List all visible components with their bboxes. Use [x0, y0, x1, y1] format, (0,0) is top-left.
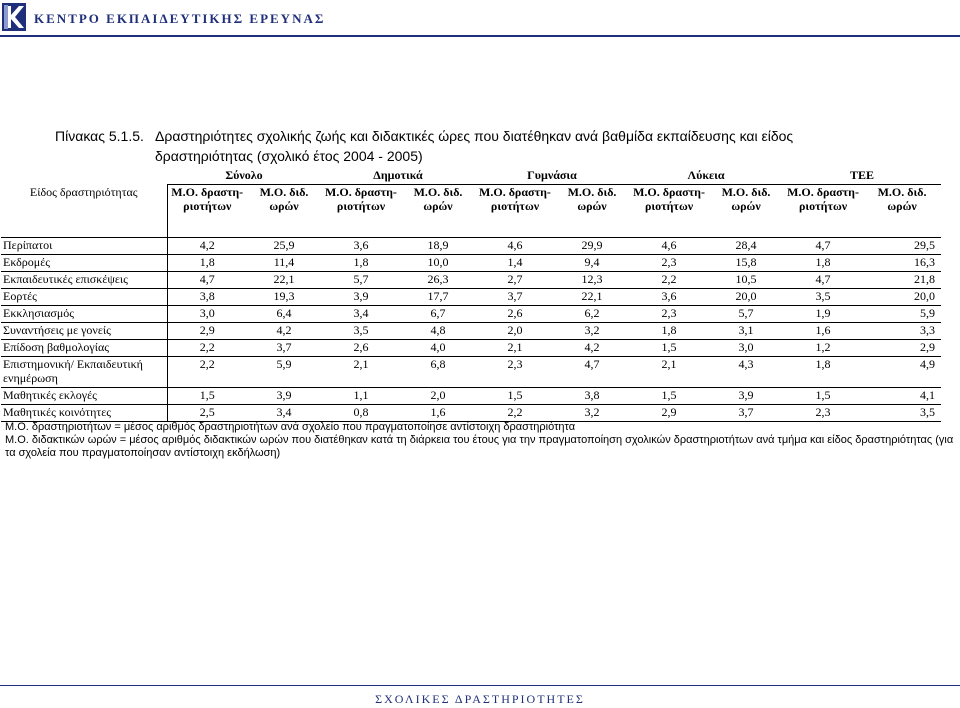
- table-cell: 10,5: [709, 272, 783, 289]
- table-cell: 17,7: [401, 289, 475, 306]
- table-cell: 3,0: [709, 340, 783, 357]
- table-cell: 5,9: [247, 357, 321, 388]
- table-cell: 28,4: [709, 238, 783, 255]
- table-cell: 2,6: [321, 340, 401, 357]
- table-cell: 6,2: [555, 306, 629, 323]
- empty-corner: [1, 168, 167, 185]
- table-cell: 22,1: [247, 272, 321, 289]
- table-cell: 1,5: [629, 388, 709, 405]
- table-cell: 1,2: [783, 340, 863, 357]
- table-number: Πίνακας 5.1.5.: [55, 128, 144, 144]
- table-cell: 19,3: [247, 289, 321, 306]
- table-cell: 1,6: [783, 323, 863, 340]
- table-cell: 4,7: [555, 357, 629, 388]
- table-cell: 1,8: [167, 255, 247, 272]
- activities-table: [1, 168, 941, 422]
- table-cell: 3,2: [555, 405, 629, 422]
- row-label: Εκπαιδευτικές επισκέψεις: [1, 272, 167, 289]
- table-cell: 5,7: [321, 272, 401, 289]
- row-label: Περίπατοι: [1, 238, 167, 255]
- sub-header: Μ.Ο. διδ. ωρών: [413, 185, 463, 213]
- table-row: [1, 340, 941, 357]
- table-cell: 1,8: [783, 357, 863, 388]
- footer-divider: [0, 685, 960, 686]
- table-cell: 2,3: [783, 405, 863, 422]
- table-cell: 3,1: [709, 323, 783, 340]
- table-row: [1, 357, 941, 388]
- sub-header: Μ.Ο. δραστη- ριοτήτων: [633, 185, 705, 213]
- group-header: Λύκεια: [629, 168, 783, 185]
- table-row: [1, 323, 941, 340]
- table-cell: 3,9: [321, 289, 401, 306]
- row-label: Μαθητικές κοινότητες: [1, 405, 167, 422]
- table-cell: 2,7: [475, 272, 555, 289]
- sub-header: Μ.Ο. διδ. ωρών: [877, 185, 927, 213]
- table-cell: 26,3: [401, 272, 475, 289]
- table-row: [1, 238, 941, 255]
- footer-title: ΣΧΟΛΙΚΕΣ ΔΡΑΣΤΗΡΙΟΤΗΤΕΣ: [375, 692, 585, 706]
- table-cell: 29,5: [863, 238, 941, 255]
- table-cell: 1,8: [629, 323, 709, 340]
- table-cell: 25,9: [247, 238, 321, 255]
- table-cell: 4,2: [167, 238, 247, 255]
- group-header: Γυμνάσια: [475, 168, 629, 185]
- table-cell: 11,4: [247, 255, 321, 272]
- table-cell: 4,2: [555, 340, 629, 357]
- table-cell: 20,0: [709, 289, 783, 306]
- table-cell: 2,5: [167, 405, 247, 422]
- table-cell: 5,9: [863, 306, 941, 323]
- table-cell: 1,4: [475, 255, 555, 272]
- table-cell: 4,6: [629, 238, 709, 255]
- table-cell: 3,6: [629, 289, 709, 306]
- table-cell: 2,3: [475, 357, 555, 388]
- table-cell: 6,4: [247, 306, 321, 323]
- table-cell: 3,4: [321, 306, 401, 323]
- table-cell: 4,1: [863, 388, 941, 405]
- header-divider: [0, 35, 960, 37]
- sub-header-row: [1, 185, 941, 238]
- table-cell: 2,2: [167, 357, 247, 388]
- table-cell: 3,6: [321, 238, 401, 255]
- table-cell: 29,9: [555, 238, 629, 255]
- table-row: [1, 272, 941, 289]
- table-cell: 1,9: [783, 306, 863, 323]
- table-cell: 2,2: [167, 340, 247, 357]
- table-title-line-1: Δραστηριότητες σχολικής ζωής και διδακτικές ώρες που διατέθηκαν ανά βαθμίδα εκπαίδευσης και είδος: [155, 128, 794, 144]
- table-row: [1, 388, 941, 405]
- sub-header: Μ.Ο. δραστη- ριοτήτων: [479, 185, 551, 213]
- table-cell: 15,8: [709, 255, 783, 272]
- table-cell: 21,8: [863, 272, 941, 289]
- sub-header: Μ.Ο. διδ. ωρών: [567, 185, 617, 213]
- row-label: Επιστημονική/ Εκπαιδευτική ενημέρωση: [1, 357, 167, 388]
- table-cell: 3,5: [783, 289, 863, 306]
- table-cell: 1,8: [321, 255, 401, 272]
- table-row: [1, 289, 941, 306]
- table-row: [1, 405, 941, 422]
- sub-header: Μ.Ο. δραστη- ριοτήτων: [787, 185, 859, 213]
- table-cell: 3,0: [167, 306, 247, 323]
- table-cell: 2,0: [475, 323, 555, 340]
- table-cell: 18,9: [401, 238, 475, 255]
- table-cell: 3,7: [709, 405, 783, 422]
- table-cell: 20,0: [863, 289, 941, 306]
- activity-type-header: Είδος δραστηριότητας: [1, 185, 167, 238]
- table-cell: 4,0: [401, 340, 475, 357]
- row-label: Επίδοση βαθμολογίας: [1, 340, 167, 357]
- table-cell: 16,3: [863, 255, 941, 272]
- table-cell: 4,3: [709, 357, 783, 388]
- table-row: [1, 255, 941, 272]
- table-cell: 2,9: [863, 340, 941, 357]
- table-title: [55, 126, 793, 166]
- table-cell: 5,7: [709, 306, 783, 323]
- table-cell: 4,8: [401, 323, 475, 340]
- table-cell: 1,5: [475, 388, 555, 405]
- table-cell: 3,2: [555, 323, 629, 340]
- table-cell: 2,9: [629, 405, 709, 422]
- table-cell: 4,7: [167, 272, 247, 289]
- row-label: Συναντήσεις με γονείς: [1, 323, 167, 340]
- table-cell: 2,0: [401, 388, 475, 405]
- table-cell: 1,6: [401, 405, 475, 422]
- note: Μ.Ο. δραστηριοτήτων = μέσος αριθμός δραστηριοτήτων ανά σχολείο που πραγματοποίησε αντίστοιχη δραστηριότητα: [5, 421, 576, 433]
- table-cell: 2,2: [475, 405, 555, 422]
- table-cell: 1,1: [321, 388, 401, 405]
- table-cell: 3,9: [709, 388, 783, 405]
- table-cell: 2,3: [629, 255, 709, 272]
- table-cell: 9,4: [555, 255, 629, 272]
- table-row: [1, 306, 941, 323]
- table-cell: 2,2: [629, 272, 709, 289]
- table-cell: 4,6: [475, 238, 555, 255]
- table-body: [1, 238, 941, 422]
- row-label: Εκδρομές: [1, 255, 167, 272]
- table-cell: 3,4: [247, 405, 321, 422]
- table-cell: 1,5: [629, 340, 709, 357]
- group-header: Σύνολο: [167, 168, 321, 185]
- table-cell: 4,2: [247, 323, 321, 340]
- table-cell: 4,7: [783, 272, 863, 289]
- table-cell: 3,7: [247, 340, 321, 357]
- table-cell: 0,8: [321, 405, 401, 422]
- table-cell: 1,8: [783, 255, 863, 272]
- table-cell: 22,1: [555, 289, 629, 306]
- table-cell: 3,3: [863, 323, 941, 340]
- table-cell: 3,8: [167, 289, 247, 306]
- table-cell: 1,5: [783, 388, 863, 405]
- table-cell: 6,8: [401, 357, 475, 388]
- table-cell: 2,1: [629, 357, 709, 388]
- table-cell: 6,7: [401, 306, 475, 323]
- table-cell: 2,6: [475, 306, 555, 323]
- sub-header: Μ.Ο. δραστη- ριοτήτων: [171, 185, 244, 213]
- table-cell: 3,8: [555, 388, 629, 405]
- table-cell: 4,9: [863, 357, 941, 388]
- row-label: Μαθητικές εκλογές: [1, 388, 167, 405]
- table-cell: 2,1: [475, 340, 555, 357]
- sub-header: Μ.Ο. διδ. ωρών: [721, 185, 771, 213]
- table-cell: 2,1: [321, 357, 401, 388]
- table-cell: 2,3: [629, 306, 709, 323]
- kee-logo-icon: [2, 3, 26, 31]
- table-cell: 10,0: [401, 255, 475, 272]
- table-cell: 3,5: [321, 323, 401, 340]
- sub-header: Μ.Ο. διδ. ωρών: [259, 185, 309, 213]
- organization-name: ΚΕΝΤΡΟ ΕΚΠΑΙΔΕΥΤΙΚΗΣ ΕΡΕΥΝΑΣ: [34, 11, 326, 26]
- table-cell: 3,9: [247, 388, 321, 405]
- group-header: ΤΕΕ: [783, 168, 941, 185]
- table-cell: 3,5: [863, 405, 941, 422]
- table-cell: 1,5: [167, 388, 247, 405]
- table-cell: 2,9: [167, 323, 247, 340]
- note: Μ.Ο. διδακτικών ωρών = μέσος αριθμός διδακτικών ωρών που διατέθηκαν κατά τη διάρκεια του έτους για την πραγματοποίηση σχολικών δραστηριοτήτων ανά τμήμα και είδος δραστηριότητας (για τα σχολεία που πραγματοποίησαν αντίστοιχη εκδήλωση): [5, 434, 954, 459]
- row-label: Εκκλησιασμός: [1, 306, 167, 323]
- table-cell: 12,3: [555, 272, 629, 289]
- group-header: Δημοτικά: [321, 168, 475, 185]
- sub-header: Μ.Ο. δραστη- ριοτήτων: [325, 185, 397, 213]
- table-title-line-2: δραστηριότητας (σχολικό έτος 2004 - 2005): [155, 148, 423, 164]
- table-notes: [5, 421, 955, 460]
- table-cell: 4,7: [783, 238, 863, 255]
- group-header-row: [1, 168, 941, 185]
- table-cell: 3,7: [475, 289, 555, 306]
- row-label: Εορτές: [1, 289, 167, 306]
